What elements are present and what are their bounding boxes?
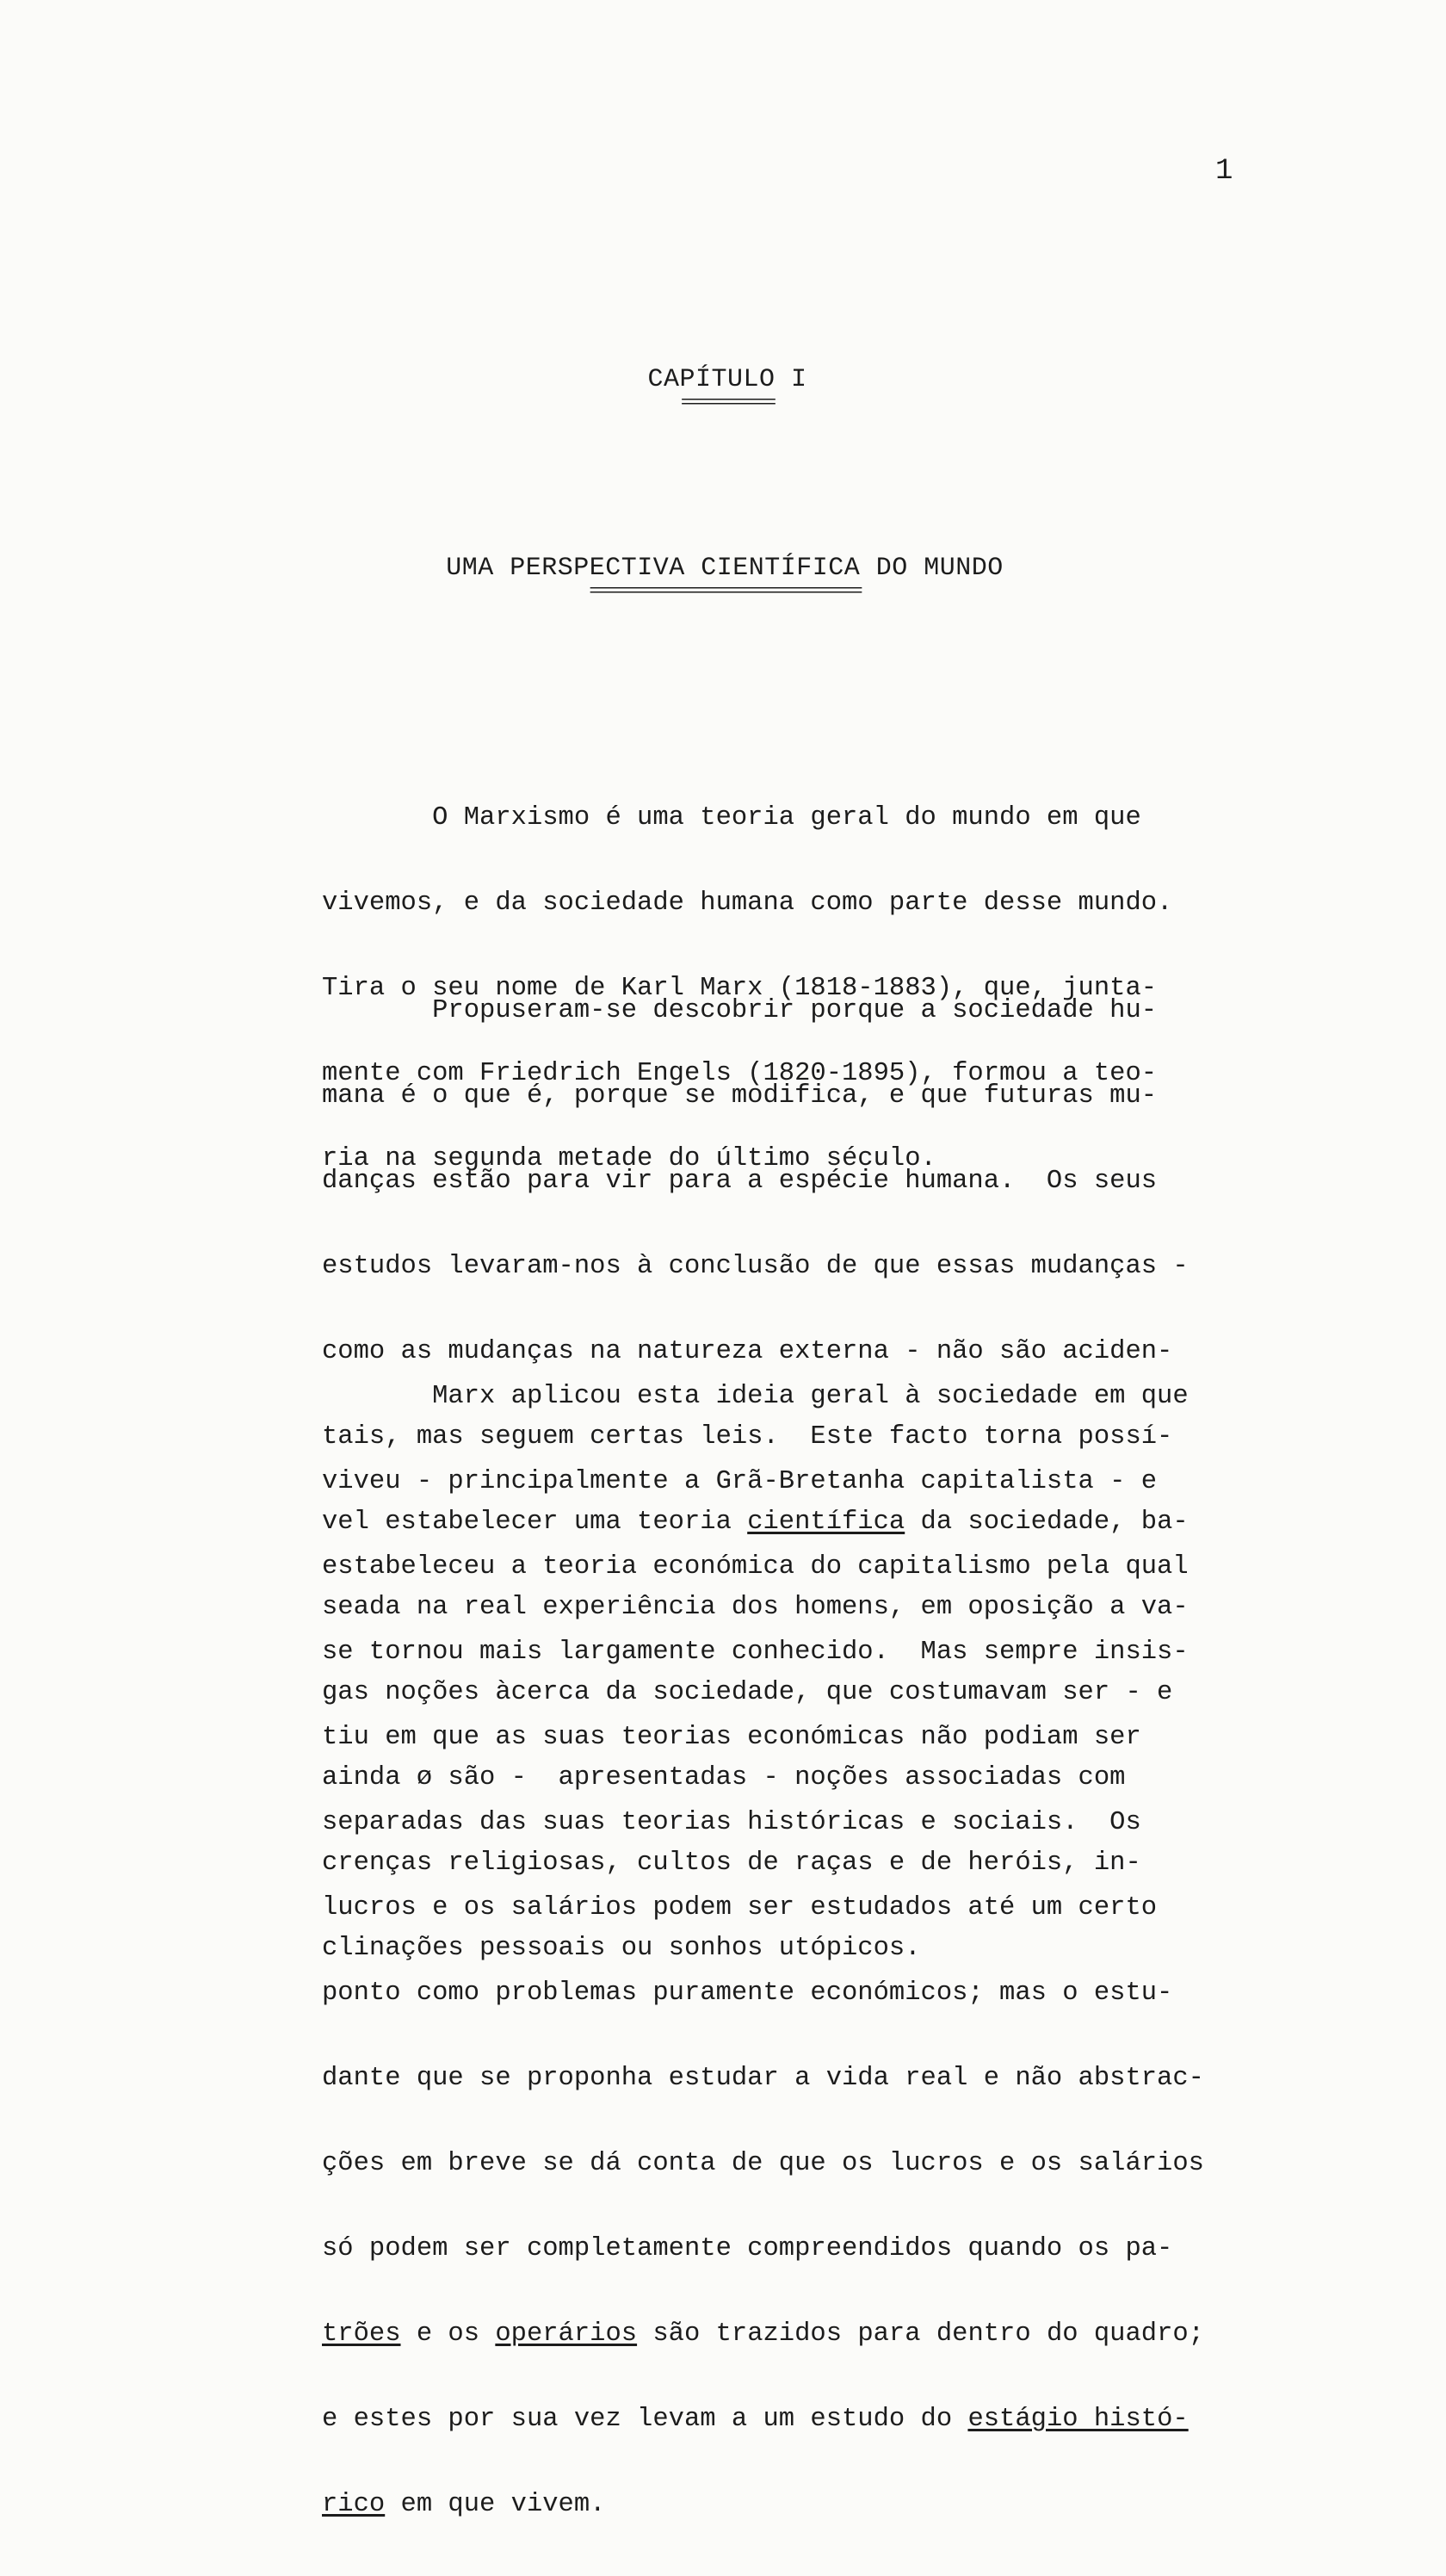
text-line: crenças religiosas, cultos de raças e de heróis, in- [322, 1848, 1141, 1878]
text-line: estabeleceu a teoria económica do capitalismo pela qual [322, 1552, 1189, 1582]
text-line: ria na segunda metade do último século. [322, 1144, 936, 1173]
text-segment: vel estabelecer uma teoria [322, 1508, 748, 1537]
text-line: se tornou mais largamente conhecido. Mas sempre insis- [322, 1638, 1189, 1667]
text-segment: da sociedade, ba- [905, 1508, 1189, 1537]
chapter-heading [0, 367, 1446, 418]
underlined-word: estágio histó- [967, 2405, 1189, 2434]
text-line: clinações pessoais ou sonhos utópicos. [322, 1934, 921, 1963]
page-number: 1 [1215, 155, 1233, 188]
text-line: lucros e os salários podem ser estudados até um certo [322, 1893, 1158, 1923]
text-line: Propuseram-se descobrir porque a sociedade hu- [322, 996, 1158, 1025]
text-line: como as mudanças na natureza externa - não são aciden- [322, 1337, 1173, 1366]
text-line [322, 2491, 1295, 2519]
text-line: viveu - principalmente a Grã-Bretanha capitalista - e [322, 1467, 1158, 1496]
section-title: UMA PERSPECTIVA CIENTÍFICA DO MUNDO [446, 554, 1004, 583]
section-heading [0, 555, 1446, 607]
text-line: ainda ø são - apresentadas - noções associadas com [322, 1763, 1126, 1793]
text-line: Tira o seu nome de Karl Marx (1818-1883), que, junta- [322, 974, 1158, 1003]
chapter-title: CAPÍTULO I [647, 365, 807, 394]
text-line: Marx aplicou esta ideia geral à sociedade em que [322, 1382, 1189, 1411]
underlined-word: rico [322, 2490, 386, 2519]
text-segment: e os [400, 2319, 496, 2349]
text-line: tais, mas seguem certas leis. Este facto torna possí- [322, 1422, 1173, 1452]
text-line: estudos levaram-nos à conclusão de que essas mudanças - [322, 1252, 1189, 1281]
text-line: só podem ser completamente compreendidos quando os pa- [322, 2234, 1173, 2263]
text-line [322, 2406, 1295, 2434]
text-line: mente com Friedrich Engels (1820-1895), formou a teo- [322, 1059, 1158, 1088]
paragraph-3 [322, 1326, 1295, 2576]
chapter-underline-rule: ============ [680, 396, 775, 412]
text-line: gas noções àcerca da sociedade, que costumavam ser - e [322, 1678, 1173, 1707]
text-segment: são trazidos para dentro do quadro; [637, 2319, 1204, 2349]
underlined-word: operários [495, 2319, 638, 2349]
section-underline-rule: =================================== [589, 585, 861, 600]
text-line: danças estão para vir para a espécie humana. Os seus [322, 1167, 1158, 1196]
text-segment: e estes por sua vez levam a um estudo do [322, 2405, 968, 2434]
text-line: tiu em que as suas teorias económicas não podiam ser [322, 1723, 1141, 1752]
text-line: dante que se proponha estudar a vida real e não abstrac- [322, 2064, 1204, 2093]
underlined-word: científica [747, 1508, 905, 1537]
text-line: seada na real experiência dos homens, em oposição a va- [322, 1593, 1189, 1622]
text-line: O Marxismo é uma teoria geral do mundo em que [322, 803, 1141, 833]
underlined-word: trões [322, 2319, 401, 2349]
text-line [322, 2320, 1295, 2349]
text-line: ções em breve se dá conta de que os lucros e os salários [322, 2149, 1204, 2178]
text-line: mana é o que é, porque se modifica, e que futuras mu- [322, 1081, 1158, 1111]
text-line: vivemos, e da sociedade humana como parte desse mundo. [322, 889, 1173, 918]
text-line: separadas das suas teorias históricas e sociais. Os [322, 1808, 1141, 1837]
text-line: ponto como problemas puramente económicos; mas o estu- [322, 1978, 1173, 2008]
text-segment: em que vivem. [385, 2490, 606, 2519]
